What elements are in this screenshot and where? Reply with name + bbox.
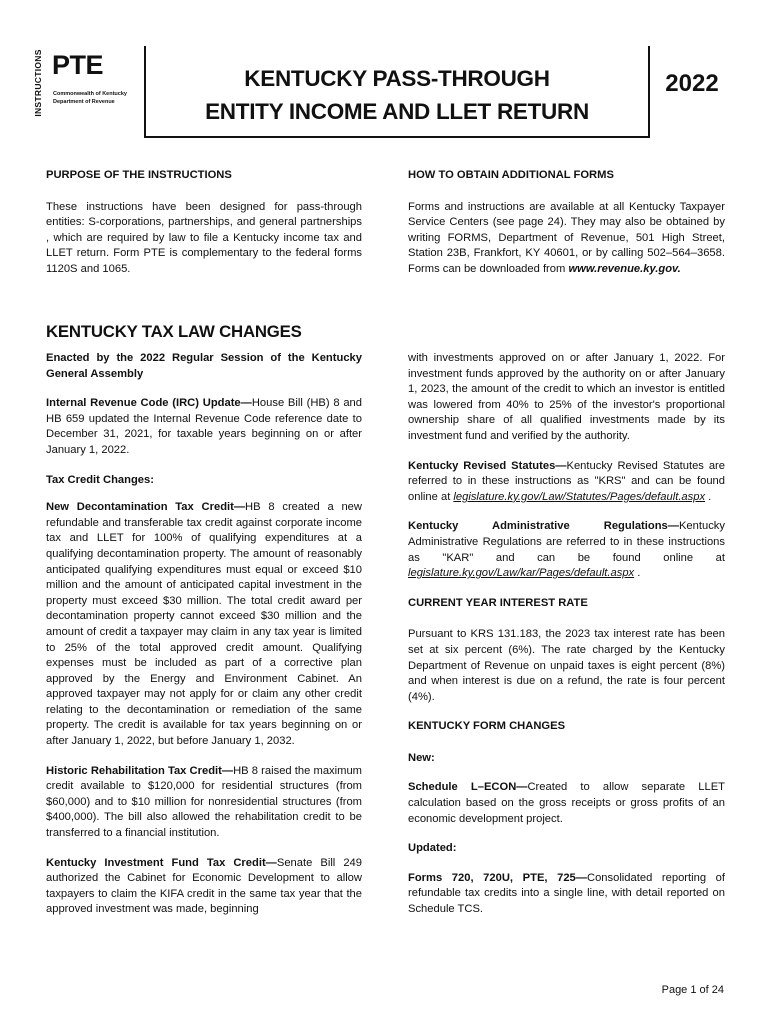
purpose-section — [46, 168, 362, 292]
form-code: PTE — [52, 50, 104, 80]
decontamination-credit: New Decontamination Tax Credit—HB 8 created a new refundable and transferable tax credit against corporate income tax and LLET for 100% of qualifying expenditures at a qualifying decontamination property. The amount of reasonably anticipated qualifying expenditures must equal or exceed $10 million and the amount of anticipated capital investment in the property must exceed $30 million. The total credit award per decontamination property cannot exceed $30 million and the amount of credit a taxpayer may claim in any tax year is limited to 25% of the total approved credit amount. Qualifying expenses must be included as part of a corrective plan approved by the Energy and Environment Cabinet. An approved taxpayer may not apply for or claim any other credit relating to the decontamination or remediation of the same property. The credit is available for tax years beginning on or after January 1, 2022, but before January 1, 2032. — [46, 501, 362, 748]
forms-section — [408, 168, 725, 292]
agency-name: Commonwealth of Kentucky Department of Revenue — [53, 91, 127, 105]
forms-heading: HOW TO OBTAIN ADDITIONAL FORMS — [408, 169, 614, 181]
tax-credit-changes-heading: Tax Credit Changes: — [46, 473, 154, 486]
updated-label: Updated: — [408, 842, 457, 855]
kifa-credit: Kentucky Investment Fund Tax Credit—Senate Bill 249 authorized the Cabinet for Economic Development to allow taxpayers to claim the KIFA credit in the same tax year that the approved investment was made, beginning — [46, 856, 362, 916]
new-label: New: — [408, 751, 435, 764]
krs-link[interactable]: legislature.ky.gov/Law/Statutes/Pages/default.aspx — [453, 490, 706, 503]
kar-link[interactable]: legislature.ky.gov/Law/kar/Pages/default.aspx — [408, 567, 635, 580]
krs-reference: Kentucky Revised Statutes—Kentucky Revised Statutes are referred to in these instructions as "KRS" and can be found online at legislature.ky.gov/Law/Statutes/Pages/default.aspx . — [408, 459, 725, 503]
historic-rehab-credit: Historic Rehabilitation Tax Credit—HB 8 raised the maximum credit available to $120,000 for residential structures (from $60,000) and to $10 million for nonresidential structures (from $400,000). The bill also allowed the rehabilitation credit to be transferred to a financial institution. — [46, 764, 363, 840]
page-title: KENTUCKY PASS-THROUGH ENTITY INCOME AND LLET RETURN — [205, 66, 589, 124]
page-number: Page 1 of 24 — [661, 984, 724, 996]
tax-law-heading: KENTUCKY TAX LAW CHANGES — [46, 322, 302, 341]
tax-year: 2022 — [665, 70, 719, 97]
purpose-heading: PURPOSE OF THE INSTRUCTIONS — [46, 169, 232, 181]
header-divider-right — [648, 46, 650, 138]
header-divider-left — [144, 46, 146, 138]
purpose-body: These instructions have been designed for pass-through entities: S-corporations, partnerships, and general partnerships , which are required by law to file a Kentucky income tax and LLET return. Form PTE is complementary to the federal forms 1120S and 1065. — [46, 200, 362, 275]
forms-body: Forms and instructions are available at all Kentucky Taxpayer Service Centers (see page 24). They may also be obtained by writing FORMS, Department of Revenue, 501 High Street, Station 23B, Frankfort, KY 40601, or by calling 502–564–3658. Forms can be downloaded from www.revenue.ky.gov. — [408, 200, 725, 275]
interest-rate-heading: CURRENT YEAR INTEREST RATE — [408, 596, 588, 609]
form-changes-heading: KENTUCKY FORM CHANGES — [408, 720, 566, 733]
left-column — [46, 351, 362, 932]
right-column — [408, 351, 725, 932]
irc-update: Internal Revenue Code (IRC) Update—House Bill (HB) 8 and HB 659 updated the Internal Revenue Code reference date to December 31, 2021, for taxable years beginning on or after January 1, 2022. — [46, 397, 362, 456]
instructions-vertical-label: INSTRUCTIONS — [33, 49, 43, 117]
forms-consolidated: Forms 720, 720U, PTE, 725—Consolidated reporting of refundable tax credits into a single line, with detail reported on Schedule TCS. — [408, 871, 725, 916]
kar-reference: Kentucky Administrative Regulations—Kentucky Administrative Regulations are referred to in these instructions as "KAR" and can be found online at legislature.ky.gov/Law/kar/Pages/default.aspx . — [408, 520, 725, 580]
interest-rate-body: Pursuant to KRS 131.183, the 2023 tax interest rate has been set at six percent (6%). The rate charged by the Kentucky Department of Revenue on unpaid taxes is eight percent (8%) and when interest is due on a refund, the rate is four percent (4%). — [408, 628, 725, 703]
enacted-heading: Enacted by the 2022 Regular Session of the Kentucky General Assembly — [46, 352, 362, 380]
schedule-l-econ: Schedule L–ECON—Created to allow separate LLET calculation based on the gross receipts or gross profits of an economic development project. — [408, 781, 725, 825]
revenue-website-link[interactable]: www.revenue.ky.gov. — [568, 262, 681, 275]
kifa-credit-continued: with investments approved on or after January 1, 2022. For investment funds approved by the authority on or after January 1, 2023, the amount of the credit to which an investor is entitled was lowered from 40% to 25% of the investor's proportional ownership share of all qualified investments made by its investment fund and verified by the authority. — [408, 352, 725, 442]
header-underline — [144, 136, 650, 138]
